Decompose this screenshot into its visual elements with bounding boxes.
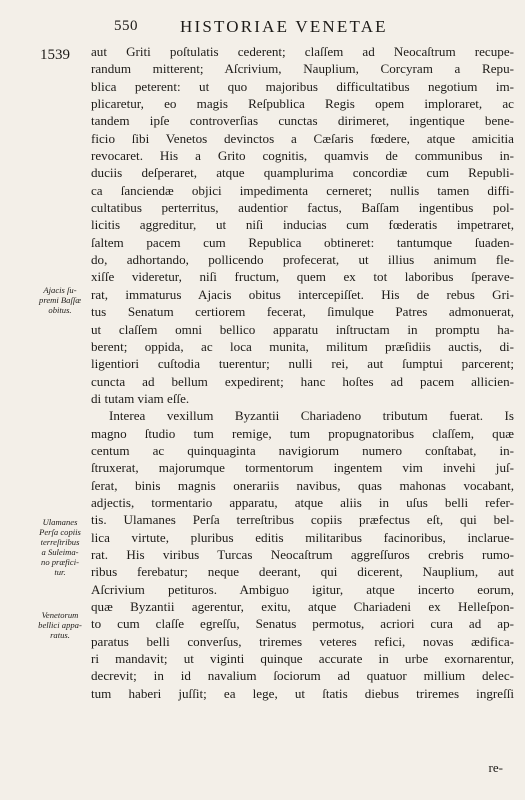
margin-note-line: Venetorum: [41, 610, 79, 620]
catchword: re-: [488, 760, 503, 775]
text-line: Interea vexillum Byzantii Chariadeno tributum fuerat. Is: [109, 408, 514, 424]
text-line: Aſcrivium petituros. Ambiguo igitur, atque incerto eorum,: [91, 581, 514, 597]
margin-note-venetorum: [34, 610, 86, 640]
text-line: aut Griti poſtulatis cederent; claſſem ad Neocaſtrum recupe-: [91, 44, 514, 59]
page-header: [0, 18, 525, 40]
margin-note-line: a Suleima-: [41, 547, 79, 557]
text-line: ficio ſibi Venetos devinctos a Cæſaris fœdere, atque amicitia: [91, 130, 514, 146]
text-line: ri mandavit; ut viginti quinque accurate in urbe exornarentur,: [91, 651, 514, 667]
margin-note-line: obitus.: [48, 305, 72, 315]
text-line: ſaltem pacem cum Republica obtineret: tantumque ſuaden-: [91, 234, 514, 250]
text-line: paratus belli converſus, triremes veteres refici, novas ædifica-: [91, 633, 514, 649]
text-line: tis. Ulamanes Perſa terreſtribus copiis præfectus eſt, qui bel-: [91, 512, 514, 528]
margin-note-line: bellici appa-: [38, 620, 82, 630]
year-marginal: 1539: [40, 47, 70, 63]
text-line: duciis deſperaret, atque quamplurima concordiæ cum Republi-: [91, 165, 514, 181]
text-line: adjectis, tormentario apparatu, atque aliis in uſus belli refer-: [91, 494, 514, 510]
text-line: quæ Byzantii agerentur, exitu, atque Chariadeni ex Helleſpon-: [91, 599, 514, 614]
text-line: licitis aggreditur, ut niſi inducias cum fœderatis impetraret,: [91, 217, 514, 233]
text-line: di tutam viam eſſe.: [91, 390, 190, 406]
text-line: magno ſtudio tum remige, tum propugnatoribus claſſem, quæ: [91, 425, 514, 441]
text-line: randum mitterent; Aſcrivium, Nauplium, Corcyram a Repu-: [91, 61, 514, 77]
margin-note-line: ratus.: [50, 630, 70, 640]
text-line: ca ſanciendæ objici impedimenta cerneret; nullis tamen diffi-: [91, 182, 514, 198]
margin-note-line: premi Baſſæ: [39, 295, 81, 305]
text-line: centum ac quinquaginta navigiorum numero conſtabat, in-: [91, 442, 514, 458]
text-line: to cum claſſe egreſſu, Senatus permotus, acriori cura ad ap-: [91, 616, 514, 632]
text-line: revocaret. His a Grito cognitis, quamvis de communibus in-: [91, 148, 514, 164]
text-line: rat, immaturus Ajacis obitus intercepiſſet. His de rebus Gri-: [91, 286, 514, 302]
text-line: ligentiori cuſtodia tuerentur; nulli rei, aut ſumptui parcerent;: [91, 356, 514, 372]
text-line: cuncta ad bellum expedirent; hanc hoſtes ad pacem allicien-: [91, 373, 514, 389]
margin-note-ulamanes: [34, 517, 86, 577]
margin-note-line: tur.: [54, 567, 66, 577]
text-line: plicaretur, eo magis Reſpublica Regis opem imploraret, ac: [91, 96, 514, 112]
margin-note-line: Ulamanes: [42, 517, 78, 527]
text-line: ſtruxerat, majorumque tormentorum ingentem vim invehi juſ-: [91, 460, 514, 476]
text-line: tum haberi juſſit; ea lege, ut ſtatis diebus triremes ingreſſi: [91, 685, 514, 701]
text-line: ribus ferebatur; neque deerant, qui dicerent, Nauplium, aut: [91, 564, 514, 580]
text-line: berent; oppida, ac loca munita, militum præſidiis auctis, di-: [91, 338, 514, 354]
margin-note-ajacis: [34, 285, 86, 315]
text-line: decrevit; in id navalium ſociorum ad quatuor millium delec-: [91, 668, 514, 684]
text-line: xiſſe videretur, niſi fructum, quem ex tot laboribus ſperave-: [91, 269, 514, 285]
body-text: [91, 43, 514, 702]
text-line: ut claſſem omni bellico apparatu inſtructam in promptu ha-: [91, 321, 514, 337]
margin-note-line: Perſa copiis: [39, 527, 81, 537]
margin-note-line: Ajacis ſu-: [43, 285, 77, 295]
running-title: HISTORIAE VENETAE: [180, 17, 388, 36]
text-line: tus Senatum certiorem fecerat, ſimulque Patres admonuerat,: [91, 304, 514, 320]
text-line: cultatibus perterritus, audentior factus, Baſſam ingentibus pol-: [91, 200, 514, 216]
text-line: lica virtute, pluribus editis militaribus facinoribus, inclarue-: [91, 529, 514, 545]
text-line: tandem ipſe controverſias cunctas dirimeret, ingentique bene-: [91, 113, 514, 129]
margin-note-line: terreſtribus: [40, 537, 80, 547]
page-number: 550: [114, 18, 138, 34]
text-line: blica peterent: ut quo majoribus difficultatibus negotium im-: [91, 78, 514, 94]
text-line: rat. His viribus Turcas Neocaſtrum aggreſſuros crebris rumo-: [91, 546, 514, 562]
text-line: do, adhortando, pollicendo profecerat, ut illius animum fle-: [91, 252, 514, 268]
margin-note-line: no præfici-: [41, 557, 79, 567]
text-line: ſerat, binis magnis onerariis navibus, quas mahonas vocabant,: [91, 477, 514, 493]
